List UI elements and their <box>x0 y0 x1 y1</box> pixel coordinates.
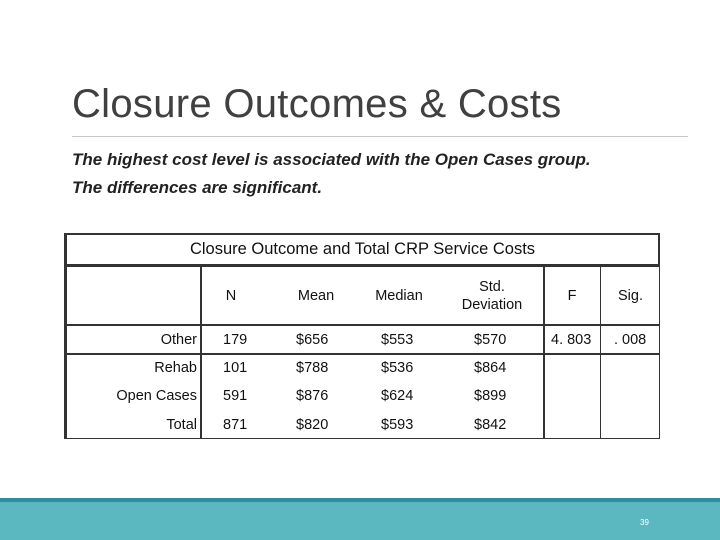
cell-median: $553 <box>381 331 414 348</box>
footer-bar <box>0 498 720 540</box>
header-sig: Sig. <box>618 287 643 304</box>
cell-n: 179 <box>223 331 248 348</box>
cell-n: 871 <box>223 416 248 433</box>
row-label-other: Other <box>160 331 197 348</box>
header-std-deviation <box>449 266 535 325</box>
cell-f: 4. 803 <box>551 331 592 348</box>
cell-std: $842 <box>474 416 507 433</box>
header-std-line: Std. <box>479 278 505 295</box>
cell-mean: $876 <box>296 388 329 404</box>
cell-median: $536 <box>381 360 414 376</box>
cell-n: 591 <box>223 388 248 404</box>
row-label-open-cases: Open Cases <box>116 388 197 404</box>
cost-table <box>64 233 660 439</box>
row-label-rehab: Rehab <box>154 360 197 376</box>
header-mean: Mean <box>297 287 335 304</box>
title-divider <box>72 136 688 137</box>
cell-mean: $656 <box>296 331 329 348</box>
cell-std: $899 <box>474 388 507 404</box>
header-f: F <box>567 287 577 304</box>
subtitle-line: The differences are significant. <box>72 178 323 197</box>
cell-mean: $788 <box>296 360 329 376</box>
cell-std: $864 <box>474 360 507 376</box>
page-number: 39 <box>640 518 649 527</box>
slide-subtitle <box>72 146 692 202</box>
f-sig-divider-lower <box>600 354 601 439</box>
header-median: Median <box>375 287 423 304</box>
cell-std: $570 <box>474 331 507 348</box>
footer-accent-line <box>0 498 720 502</box>
header-std-line: Deviation <box>461 296 523 313</box>
cell-sig: . 008 <box>614 331 647 348</box>
header-n: N <box>225 287 237 304</box>
slide-title: Closure Outcomes & Costs <box>72 82 562 126</box>
cell-median: $624 <box>381 388 414 404</box>
cell-mean: $820 <box>296 416 329 433</box>
row-label-total: Total <box>166 416 197 433</box>
table-caption: Closure Outcome and Total CRP Service Costs <box>64 233 660 266</box>
subtitle-line: The highest cost level is associated with the Open Cases group. <box>72 150 591 169</box>
rows-frame-anova-empty <box>544 354 660 439</box>
cell-n: 101 <box>223 360 248 376</box>
cell-median: $593 <box>381 416 414 433</box>
table-corner-cell <box>64 266 201 325</box>
